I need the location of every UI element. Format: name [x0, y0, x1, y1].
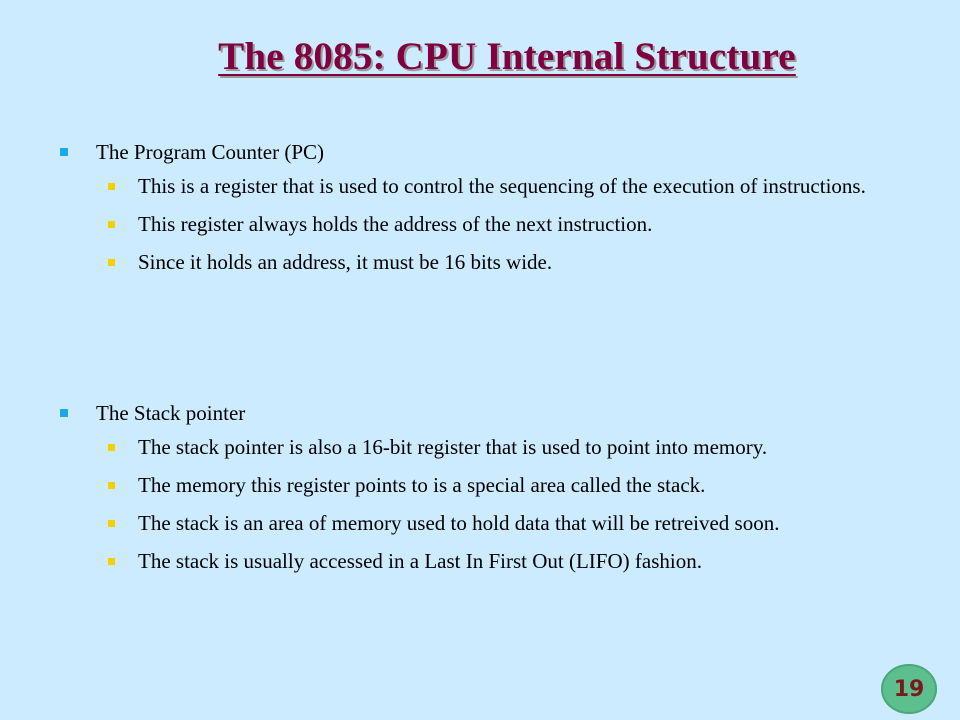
bullet-square-icon: [108, 259, 115, 266]
section-stack-pointer: [58, 400, 908, 584]
page-number: 19: [893, 676, 925, 702]
page-number-badge: [881, 664, 937, 714]
bullet-square-icon: [108, 183, 115, 190]
sub-bullet-item: [58, 508, 908, 538]
sub-bullet-list: [58, 432, 908, 576]
bullet-square-icon: [108, 221, 115, 228]
sub-bullet-text: The stack is an area of memory used to hold data that will be retreived soon.: [138, 511, 780, 535]
sub-bullet-text: This register always holds the address of the next instruction.: [138, 212, 653, 236]
sub-bullet-item: [58, 470, 908, 500]
sub-bullet-list: [58, 171, 908, 277]
sub-bullet-item: [58, 432, 908, 462]
bullet-heading: [58, 139, 908, 165]
bullet-square-icon: [60, 409, 68, 417]
bullet-square-icon: [108, 558, 115, 565]
bullet-square-icon: [60, 148, 68, 156]
bullet-heading: [58, 400, 908, 426]
sub-bullet-text: The memory this register points to is a special area called the stack.: [138, 473, 706, 497]
section-heading: The Program Counter (PC): [96, 140, 325, 164]
sub-bullet-text: The stack pointer is also a 16-bit register that is used to point into memory.: [138, 435, 768, 459]
bullet-square-icon: [108, 482, 115, 489]
sub-bullet-item: [58, 171, 908, 201]
sub-bullet-text: Since it holds an address, it must be 16 bits wide.: [138, 250, 553, 274]
bullet-square-icon: [108, 444, 115, 451]
section-program-counter: [58, 139, 908, 285]
section-heading: The Stack pointer: [96, 401, 246, 425]
slide-title: The 8085: CPU Internal Structure: [218, 35, 796, 78]
bullet-square-icon: [108, 520, 115, 527]
sub-bullet-item: [58, 546, 908, 576]
sub-bullet-item: [58, 209, 908, 239]
sub-bullet-text: The stack is usually accessed in a Last In First Out (LIFO) fashion.: [138, 549, 702, 573]
sub-bullet-text: This is a register that is used to control the sequencing of the execution of instructions.: [138, 174, 866, 198]
sub-bullet-item: [58, 247, 908, 277]
